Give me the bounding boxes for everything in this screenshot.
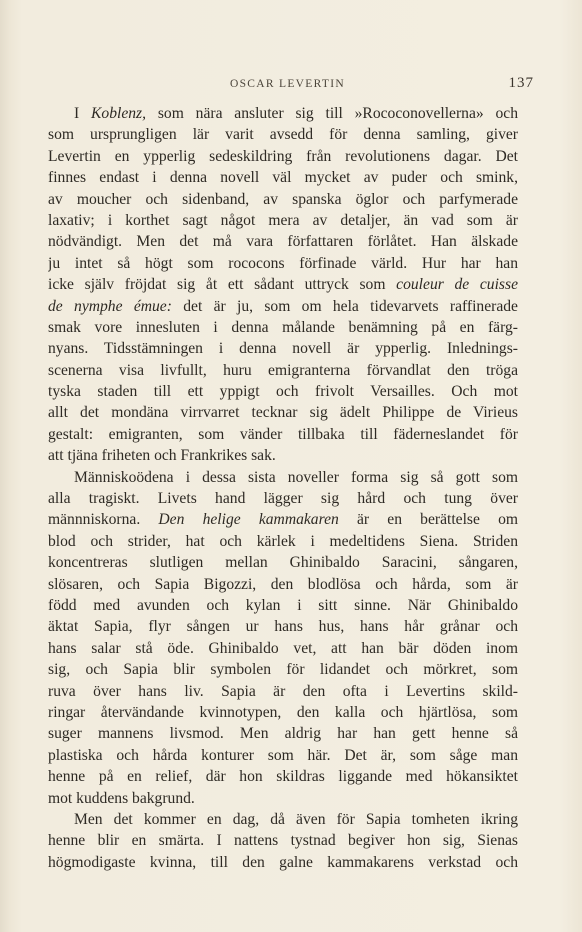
text-segment: ruva över hans liv. Sapia är den ofta i Levertins skild- <box>48 682 518 700</box>
text-line <box>48 402 518 423</box>
text-segment: koncentreras slutligen mellan Ghinibaldo Saracini, sångaren, <box>48 554 518 572</box>
text-line <box>48 659 518 680</box>
text-line <box>48 830 518 851</box>
text-line <box>48 467 518 488</box>
text-segment: som nära ansluter sig till »Rococonovellerna» och <box>146 105 518 122</box>
text-line <box>48 509 518 530</box>
text-segment: suger mannens livsmod. Men aldrig har han gett henne så <box>48 725 518 743</box>
text-segment: alla tragiskt. Livets hand lägger sig hård och tung över <box>48 490 518 508</box>
text-segment: hans salar stå öde. Ghinibaldo vet, att han bär döden inom <box>48 639 518 657</box>
text-line <box>48 766 518 787</box>
text-line <box>48 788 518 809</box>
text-segment: högmodigaste kvinna, till den galne kammakarens verkstad och <box>48 853 518 871</box>
text-line <box>48 360 518 381</box>
text-segment: laxativ; i korthet sagt något mera av detaljer, än vad som är <box>48 211 518 229</box>
running-title: OSCAR LEVERTIN <box>230 78 345 90</box>
text-segment: född med avunden och kylan i sitt sinne. När Ghinibaldo <box>48 596 518 614</box>
italic-text: Den helige kammakaren <box>158 511 339 529</box>
text-line <box>48 274 518 295</box>
text-line <box>48 146 518 167</box>
text-segment: smak vore innesluten i denna målande benämning på en färg- <box>48 318 518 336</box>
body-text <box>48 103 518 873</box>
page-number: 137 <box>508 75 534 91</box>
text-segment: henne blir en smärta. I nattens tystnad begiver hon sig, Sienas <box>48 832 518 850</box>
text-line <box>48 702 518 723</box>
text-segment: äktat Sapia, flyr sången ur hans hus, hans hår grånar och <box>48 618 518 636</box>
text-segment: blod och strider, hat och kärlek i medeltidens Siena. Striden <box>48 532 518 550</box>
text-segment: slösaren, och Sapia Bigozzi, den blodlösa och hårda, som är <box>48 575 518 593</box>
text-segment: henne på en relief, där hon skildras liggande med hökansiktet <box>48 768 518 786</box>
italic-text: Koblenz, <box>91 105 147 122</box>
text-segment: männniskorna. <box>48 511 159 529</box>
text-segment: är en berättelse om <box>338 511 518 529</box>
text-segment: icke själv fröjdat sig åt ett sådant uttryck som <box>48 276 397 294</box>
text-line <box>48 424 518 445</box>
text-segment: ringar återvändande kvinnotypen, den kalla och hjärtlösa, som <box>48 703 518 721</box>
italic-text: couleur de cuisse <box>396 276 518 294</box>
text-line <box>48 809 518 830</box>
text-line <box>48 745 518 766</box>
text-line <box>48 124 518 145</box>
text-line <box>48 317 518 338</box>
text-segment: tyska staden till ett yppigt och frivolt Versailles. Och mot <box>48 383 518 401</box>
text-segment: nyans. Tidsstämningen i denna novell är ypperlig. Inlednings- <box>48 340 518 358</box>
text-line <box>48 531 518 552</box>
text-line <box>48 103 518 124</box>
italic-text: de nymphe émue: <box>48 297 172 315</box>
text-line <box>48 210 518 231</box>
text-segment: gestalt: emigranten, som vänder tillbaka till fäderneslandet för <box>48 425 518 443</box>
text-line <box>48 852 518 873</box>
text-segment: att tjäna friheten och Frankrikes sak. <box>48 447 276 465</box>
text-line <box>48 338 518 359</box>
text-line <box>48 616 518 637</box>
text-segment: som ursprungligen lär varit avsedd för denna samling, giver <box>48 126 518 144</box>
text-segment: finnes endast i denna novell väl mycket av puder och smink, <box>48 169 518 187</box>
text-segment: Levertin en ypperlig sedeskildring från revolutionens dagar. Det <box>48 147 518 165</box>
running-head <box>0 75 582 95</box>
text-segment: scenerna visa livfullt, huru emigranterna förvandlat den tröga <box>48 361 518 379</box>
text-line <box>48 595 518 616</box>
text-segment: av moucher och sidenband, av spanska öglor och parfymerade <box>48 190 518 208</box>
text-line <box>48 445 518 466</box>
text-line <box>48 552 518 573</box>
text-segment: mot kuddens bakgrund. <box>48 789 195 807</box>
text-line <box>48 231 518 252</box>
text-line <box>48 574 518 595</box>
text-segment: det är ju, som om hela tidevarvets raffinerade <box>171 297 518 315</box>
text-segment: nödvändigt. Men det må vara författaren förlåtet. Han älskade <box>48 233 518 251</box>
text-line <box>48 253 518 274</box>
text-line <box>48 488 518 509</box>
text-segment: ju intet så högt som rococons förfinade värld. Hur har han <box>48 254 518 272</box>
text-line <box>48 681 518 702</box>
text-line <box>48 723 518 744</box>
text-line <box>48 189 518 210</box>
text-segment: allt det mondäna virrvarret tecknar sig ädelt Philippe de Virieus <box>48 404 518 422</box>
text-segment: sig, och Sapia blir symbolen för lidandet och mörkret, som <box>48 661 518 679</box>
text-line <box>48 381 518 402</box>
text-segment: Människoödena i dessa sista noveller forma sig så gott som <box>74 468 518 486</box>
text-line <box>48 638 518 659</box>
text-segment: Men det kommer en dag, då även för Sapia tomheten ikring <box>74 810 518 828</box>
text-segment: I <box>74 105 92 122</box>
text-segment: plastiska och hårda konturer som här. Det är, som såge man <box>48 746 518 764</box>
text-line <box>48 296 518 317</box>
text-line <box>48 167 518 188</box>
